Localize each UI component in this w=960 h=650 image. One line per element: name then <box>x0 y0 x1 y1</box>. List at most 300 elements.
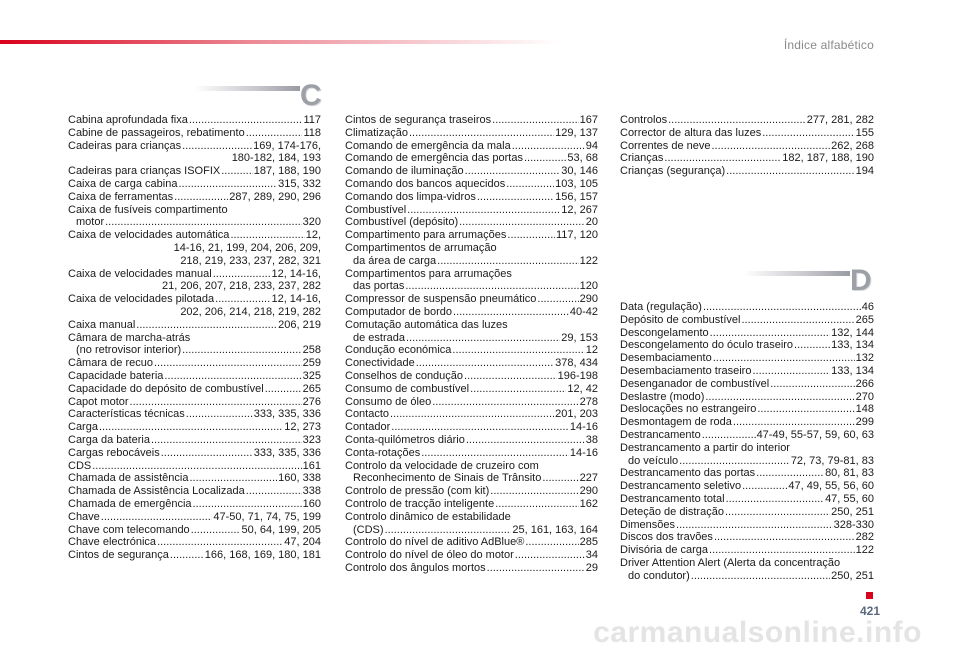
index-entry-pages: 14-16 <box>569 421 598 434</box>
leader-dots <box>182 140 252 153</box>
index-entry-pages: 47-50, 71, 74, 75, 199 <box>213 510 321 523</box>
index-entry-term: Características técnicas <box>68 408 185 421</box>
leader-dots <box>189 472 277 485</box>
leader-dots <box>542 472 578 485</box>
index-entry <box>620 403 874 416</box>
index-entry-pages: 156, 157 <box>555 190 598 203</box>
leader-dots <box>99 421 283 434</box>
index-entry-pages: 133, 134 <box>831 364 874 377</box>
index-entry <box>345 165 598 178</box>
index-entry-pages: 120 <box>579 280 598 293</box>
leader-dots <box>189 114 303 127</box>
index-entry-pages: 30, 146 <box>561 165 598 178</box>
leader-dots <box>524 152 566 165</box>
leader-dots <box>756 467 824 480</box>
leader-dots <box>726 493 825 506</box>
index-entry-term: Caixa de ferramentas <box>68 190 174 203</box>
index-entry <box>68 127 321 140</box>
leader-dots <box>709 544 855 557</box>
index-entry-pages-continued: 14-16, 21, 199, 204, 206, 209, <box>173 241 321 254</box>
index-entry-pages: 287, 289, 290, 296 <box>229 190 321 203</box>
leader-dots <box>710 327 831 340</box>
index-entry-heading: Destrancamento a partir do interior <box>620 441 790 454</box>
leader-dots <box>437 255 578 268</box>
leader-dots <box>164 370 301 383</box>
index-entry-term: Cargas rebocáveis <box>68 446 160 459</box>
index-entry-term: (no retrovisor interior) <box>76 344 182 357</box>
index-entry-pages: 196-198 <box>557 369 598 382</box>
leader-dots <box>101 511 213 524</box>
index-entry <box>345 549 598 562</box>
index-entry <box>68 536 321 549</box>
index-entry <box>68 447 321 460</box>
index-entry-term: Consumo de óleo <box>345 395 432 408</box>
index-entry-pages: 118 <box>303 126 321 139</box>
index-entry-term: Deslastre (modo) <box>620 390 705 403</box>
index-entry-pages: 282 <box>855 531 874 544</box>
leader-dots <box>757 403 854 416</box>
index-entry <box>345 229 598 242</box>
index-entry <box>620 519 874 532</box>
index-entry <box>68 421 321 434</box>
index-entry-pages: 277, 281, 282 <box>806 114 874 126</box>
index-entry <box>345 370 598 383</box>
leader-dots <box>487 562 585 575</box>
index-entry-pages: 182, 187, 188, 190 <box>782 152 874 165</box>
index-entry <box>345 319 598 345</box>
index-entry-term: de estrada <box>353 331 405 344</box>
index-entry-term: Discos dos travões <box>620 531 713 544</box>
index-entry-pages: 50, 64, 199, 205 <box>241 523 321 536</box>
index-entry-term: Cintos de segurança <box>68 549 169 562</box>
index-entry-term: Dimensões <box>620 518 676 531</box>
index-entry-pages: 328-330 <box>833 518 874 531</box>
leader-dots <box>246 127 303 140</box>
index-entry <box>345 421 598 434</box>
index-entry-pages: 117, 120 <box>555 229 598 242</box>
leader-dots <box>741 314 854 327</box>
leader-dots <box>406 332 560 345</box>
leader-dots <box>712 140 831 153</box>
index-entry <box>345 396 598 409</box>
index-entry-pages: 250, 251 <box>831 569 874 582</box>
index-entry-term: Chamada de emergência <box>68 497 192 510</box>
index-entry <box>68 114 321 127</box>
leader-dots <box>702 429 756 442</box>
index-entry-term: das portas <box>353 280 405 293</box>
index-entry-pages: 167 <box>579 114 598 126</box>
index-entry-term: Climatização <box>345 126 408 139</box>
index-entry-pages: 299 <box>855 416 874 429</box>
index-entry-term: Comando dos limpa-vidros <box>345 190 476 203</box>
index-entry <box>68 140 321 166</box>
index-entry-term: Controlo dos ângulos mortos <box>345 561 486 574</box>
index-entry-pages: 320 <box>302 216 321 229</box>
index-entry <box>345 268 598 294</box>
index-entry-pages: 315, 332 <box>278 177 321 190</box>
index-entry <box>345 306 598 319</box>
leader-dots <box>391 421 569 434</box>
index-entry-term: Caixa de velocidades automática <box>68 229 230 242</box>
index-entry-pages: 325 <box>302 369 321 382</box>
index-entry <box>68 178 321 191</box>
index-entry-pages: 53, 68 <box>567 152 598 165</box>
leader-dots <box>92 460 301 473</box>
index-entry <box>620 391 874 404</box>
index-entry-pages: 122 <box>579 254 598 267</box>
index-entry <box>620 314 874 327</box>
index-entry <box>620 140 874 153</box>
index-entry-term: Crianças (segurança) <box>620 165 726 178</box>
leader-dots <box>193 498 302 511</box>
index-entry-term: do veículo <box>628 454 679 467</box>
index-entry-pages: 80, 81, 83 <box>825 467 874 480</box>
index-entry-term: Destrancamento <box>620 428 701 441</box>
leader-dots <box>161 447 253 460</box>
index-entry <box>345 140 598 153</box>
leader-dots <box>752 365 830 378</box>
index-column-3-d <box>620 301 874 583</box>
index-entry <box>68 357 321 370</box>
leader-dots <box>178 178 277 191</box>
index-entry-pages: 47, 49, 55, 56, 60 <box>788 480 874 493</box>
index-entry-pages: 227 <box>579 472 598 485</box>
index-entry-term: Cabina aprofundada fixa <box>68 114 188 126</box>
index-entry-pages: 47-49, 55-57, 59, 60, 63 <box>756 428 874 441</box>
index-entry-term: da área de carga <box>353 254 437 267</box>
leader-dots <box>770 378 854 391</box>
index-entry-term: Desmontagem de roda <box>620 416 732 429</box>
index-entry-pages: 14-16 <box>569 446 598 459</box>
index-entry-term: Deslocações no estrangeiro <box>620 403 757 416</box>
leader-dots <box>390 408 554 421</box>
leader-dots <box>170 549 204 562</box>
index-entry-pages: 265 <box>302 382 321 395</box>
index-entry-term: Destrancamento seletivo <box>620 480 742 493</box>
index-entry-term: Cabine de passageiros, rebatimento <box>68 126 245 139</box>
leader-dots <box>157 536 283 549</box>
index-entry-pages: 12 <box>585 344 598 357</box>
index-entry-heading: Driver Attention Alert (Alerta da concentração <box>620 556 841 569</box>
index-entry-term: Divisória de carga <box>620 544 709 557</box>
index-entry-term: Conta-quilómetros diário <box>345 433 465 446</box>
index-entry-term: Chave <box>68 510 100 523</box>
index-entry-term: Comando dos bancos aquecidos <box>345 177 506 190</box>
leader-dots <box>512 140 585 153</box>
index-entry <box>620 152 874 165</box>
index-entry <box>620 301 874 314</box>
leader-dots <box>515 549 585 562</box>
index-entry-pages: 12, 14-16, <box>271 293 321 306</box>
section-letter-c: C <box>300 79 322 112</box>
index-entry-term: Computador de bordo <box>345 305 453 318</box>
index-entry-heading: Controlo dinâmico de estabilidade <box>345 510 511 523</box>
index-entry <box>345 191 598 204</box>
index-entry-term: Controlos <box>620 114 668 126</box>
index-entry-term: Controlo do nível de óleo do motor <box>345 549 514 562</box>
index-entry-term: Consumo de combustível <box>345 382 470 395</box>
index-entry-pages: 323 <box>302 433 321 446</box>
index-entry <box>68 319 321 332</box>
index-entry-pages: 38 <box>585 433 598 446</box>
leader-dots <box>151 434 302 447</box>
leader-dots <box>492 114 579 127</box>
index-entry-term: Carga <box>68 421 98 434</box>
index-entry-term: Chamada de Assistência Localizada <box>68 485 245 498</box>
index-entry <box>68 472 321 485</box>
section-letter-d: D <box>850 264 872 297</box>
index-entry-heading: Caixa de fusíveis compartimento <box>68 203 228 216</box>
index-entry-term: Chave electrónica <box>68 536 157 549</box>
index-entry-pages: 12, 42 <box>567 382 598 395</box>
index-entry <box>68 229 321 267</box>
index-column-2 <box>345 114 598 575</box>
leader-dots <box>182 344 302 357</box>
index-entry-term: Reconhecimento de Sinais de Trânsito <box>353 472 542 485</box>
index-entry-pages: 29, 153 <box>561 331 598 344</box>
index-entry <box>345 383 598 396</box>
index-entry <box>345 216 598 229</box>
index-entry-pages: 47, 55, 60 <box>825 492 874 505</box>
index-entry-pages: 72, 73, 79-81, 83 <box>790 454 874 467</box>
index-entry-term: Descongelamento do óculo traseiro <box>620 339 794 352</box>
index-entry-pages: 250, 251 <box>831 505 874 518</box>
index-entry <box>68 485 321 498</box>
leader-dots <box>265 383 302 396</box>
leader-dots <box>466 434 585 447</box>
index-entry <box>345 460 598 486</box>
index-entry-pages: 259 <box>302 357 321 370</box>
index-entry-pages: 132, 144 <box>831 326 874 339</box>
index-entry-pages: 12, <box>305 229 321 242</box>
index-entry-pages: 25, 161, 163, 164 <box>512 523 598 536</box>
index-entry <box>620 416 874 429</box>
index-entry-pages: 265 <box>855 313 874 326</box>
index-entry <box>345 293 598 306</box>
index-entry <box>620 531 874 544</box>
index-entry-pages: 333, 335, 336 <box>253 408 321 421</box>
index-entry <box>345 447 598 460</box>
index-entry <box>345 242 598 268</box>
index-entry-term: Cintos de segurança traseiros <box>345 114 492 126</box>
leader-dots <box>703 301 861 314</box>
leader-dots <box>452 344 584 357</box>
index-entry <box>345 511 598 537</box>
leader-dots <box>213 268 271 281</box>
index-entry <box>68 191 321 204</box>
index-entry <box>68 434 321 447</box>
index-entry-pages: 290 <box>579 485 598 498</box>
index-entry <box>345 498 598 511</box>
leader-dots <box>130 396 302 409</box>
leader-dots <box>713 352 855 365</box>
leader-dots <box>733 416 855 429</box>
index-entry-pages: 187, 188, 190 <box>253 165 321 178</box>
leader-dots <box>230 229 304 242</box>
index-entry-heading: Comutação automática das luzes <box>345 318 508 331</box>
index-entry-term: Corrector de altura das luzes <box>620 126 762 139</box>
index-entry-pages: 166, 168, 169, 180, 181 <box>204 549 321 562</box>
leader-dots <box>409 127 554 140</box>
index-entry <box>620 506 874 519</box>
index-entry-term: Conselhos de condução <box>345 369 464 382</box>
index-entry <box>68 460 321 473</box>
index-entry-pages: 148 <box>855 403 874 416</box>
index-entry <box>345 485 598 498</box>
index-entry-term: Descongelamento <box>620 326 709 339</box>
leader-dots <box>215 293 270 306</box>
index-entry-term: Combustível (depósito) <box>345 216 459 229</box>
index-entry-term: (CDS) <box>353 523 384 536</box>
index-entry <box>68 511 321 524</box>
index-entry <box>345 152 598 165</box>
leader-dots <box>385 524 512 537</box>
index-entry <box>68 498 321 511</box>
index-entry-term: Crianças <box>620 152 664 165</box>
index-entry <box>68 370 321 383</box>
index-entry-pages: 29 <box>585 561 598 574</box>
leader-dots <box>691 570 830 583</box>
index-entry-term: Controlo de pressão (com kit) <box>345 485 490 498</box>
leader-dots <box>416 357 554 370</box>
index-entry-pages: 333, 335, 336 <box>253 446 321 459</box>
index-entry <box>620 365 874 378</box>
index-entry-term: Contador <box>345 421 391 434</box>
index-entry <box>68 204 321 230</box>
index-entry-term: motor <box>76 216 105 229</box>
index-entry-heading: Câmara de marcha-atrás <box>68 331 191 344</box>
page-title: Índice alfabético <box>783 38 874 52</box>
index-entry-pages: 201, 203 <box>555 408 598 421</box>
index-entry-term: Condução económica <box>345 344 452 357</box>
index-entry <box>345 344 598 357</box>
leader-dots <box>432 396 578 409</box>
leader-dots <box>714 531 855 544</box>
index-entry-term: Controlo do nível de aditivo AdBlue® <box>345 536 525 549</box>
index-entry-pages: 34 <box>585 549 598 562</box>
index-entry <box>68 396 321 409</box>
index-entry-pages: 338 <box>302 485 321 498</box>
index-entry-term: Compartimento para arrumações <box>345 229 507 242</box>
leader-dots <box>507 229 555 242</box>
leader-dots <box>679 455 790 468</box>
leader-dots <box>506 178 554 191</box>
index-entry-term: Controlo de tracção inteligente <box>345 497 495 510</box>
leader-dots <box>470 383 566 396</box>
index-entry-pages-continued: 218, 219, 233, 237, 282, 321 <box>180 254 321 267</box>
index-entry <box>345 357 598 370</box>
index-entry-pages: 132 <box>855 352 874 365</box>
index-entry-term: Desembaciamento traseiro <box>620 364 752 377</box>
index-entry <box>68 383 321 396</box>
index-entry-term: Deteção de distração <box>620 505 724 518</box>
index-entry <box>68 165 321 178</box>
index-entry-pages: 270 <box>855 390 874 403</box>
index-entry-term: do condutor) <box>628 569 690 582</box>
leader-dots <box>705 391 854 404</box>
index-entry-pages: 194 <box>855 165 874 178</box>
index-entry-pages: 47, 204 <box>284 536 321 549</box>
index-entry <box>68 293 321 319</box>
leader-dots <box>537 293 578 306</box>
index-entry-term: Data (regulação) <box>620 301 702 313</box>
index-entry-pages: 278 <box>579 395 598 408</box>
index-entry-term: Caixa de velocidades manual <box>68 267 212 280</box>
index-entry-term: Destrancamento das portas <box>620 467 756 480</box>
leader-dots <box>191 524 241 537</box>
leader-dots <box>105 216 302 229</box>
index-entry-pages: 155 <box>855 126 874 139</box>
index-entry-pages-continued: 180-182, 184, 193 <box>231 152 321 165</box>
index-entry-term: Contacto <box>345 408 390 421</box>
index-entry-pages: 12, 267 <box>561 203 598 216</box>
leader-dots <box>174 191 228 204</box>
index-entry-pages: 162 <box>579 497 598 510</box>
index-entry-pages-continued: 21, 206, 207, 218, 233, 237, 282 <box>161 280 321 293</box>
section-c-bar <box>194 86 300 91</box>
index-entry-pages: 20 <box>585 216 598 229</box>
index-entry-heading: Controlo da velocidade de cruzeiro com <box>345 459 539 472</box>
index-column-1 <box>68 114 321 562</box>
index-entry-pages: 12, 14-16, <box>271 267 321 280</box>
index-entry <box>620 327 874 340</box>
index-entry-pages-continued: 202, 206, 214, 218, 219, 282 <box>180 305 321 318</box>
leader-dots <box>726 165 854 178</box>
index-entry-pages: 206, 219 <box>278 318 321 331</box>
index-entry-term: Capacidade bateria <box>68 369 164 382</box>
index-entry-term: Comando de emergência das portas <box>345 152 523 165</box>
index-entry-term: Câmara de recuo <box>68 357 153 370</box>
index-entry-term: Comando de emergência da mala <box>345 139 511 152</box>
index-entry-pages: 12, 273 <box>284 421 321 434</box>
leader-dots <box>725 506 830 519</box>
leader-dots <box>186 408 253 421</box>
index-entry <box>620 480 874 493</box>
index-entry-pages: 258 <box>302 344 321 357</box>
index-entry-term: Correntes de neve <box>620 139 711 152</box>
page-number: 421 <box>859 604 880 618</box>
section-d-bar <box>744 271 850 276</box>
leader-dots <box>477 191 554 204</box>
index-entry-pages: 285 <box>579 536 598 549</box>
leader-dots <box>464 370 557 383</box>
index-entry <box>68 549 321 562</box>
index-entry-pages: 94 <box>585 139 598 152</box>
leader-dots <box>465 165 561 178</box>
header-accent-bar <box>0 40 560 44</box>
index-entry-pages: 160 <box>302 497 321 510</box>
index-entry-pages: 378, 434 <box>555 357 598 370</box>
index-entry-term: Comando de iluminação <box>345 165 464 178</box>
index-entry <box>620 544 874 557</box>
index-entry <box>345 204 598 217</box>
index-entry <box>345 434 598 447</box>
index-entry-term: Destrancamento total <box>620 492 725 505</box>
index-entry <box>620 378 874 391</box>
leader-dots <box>154 357 302 370</box>
leader-dots <box>664 152 781 165</box>
index-entry <box>345 408 598 421</box>
index-entry-term: Combustível <box>345 203 407 216</box>
index-entry <box>68 332 321 358</box>
watermark: carmanualsonline.info <box>593 616 922 649</box>
index-entry-pages: 290 <box>579 293 598 306</box>
index-entry <box>345 114 598 127</box>
index-entry-pages: 169, 174-176, <box>253 139 321 152</box>
index-entry-term: CDS <box>68 459 92 472</box>
leader-dots <box>221 165 252 178</box>
leader-dots <box>459 216 585 229</box>
